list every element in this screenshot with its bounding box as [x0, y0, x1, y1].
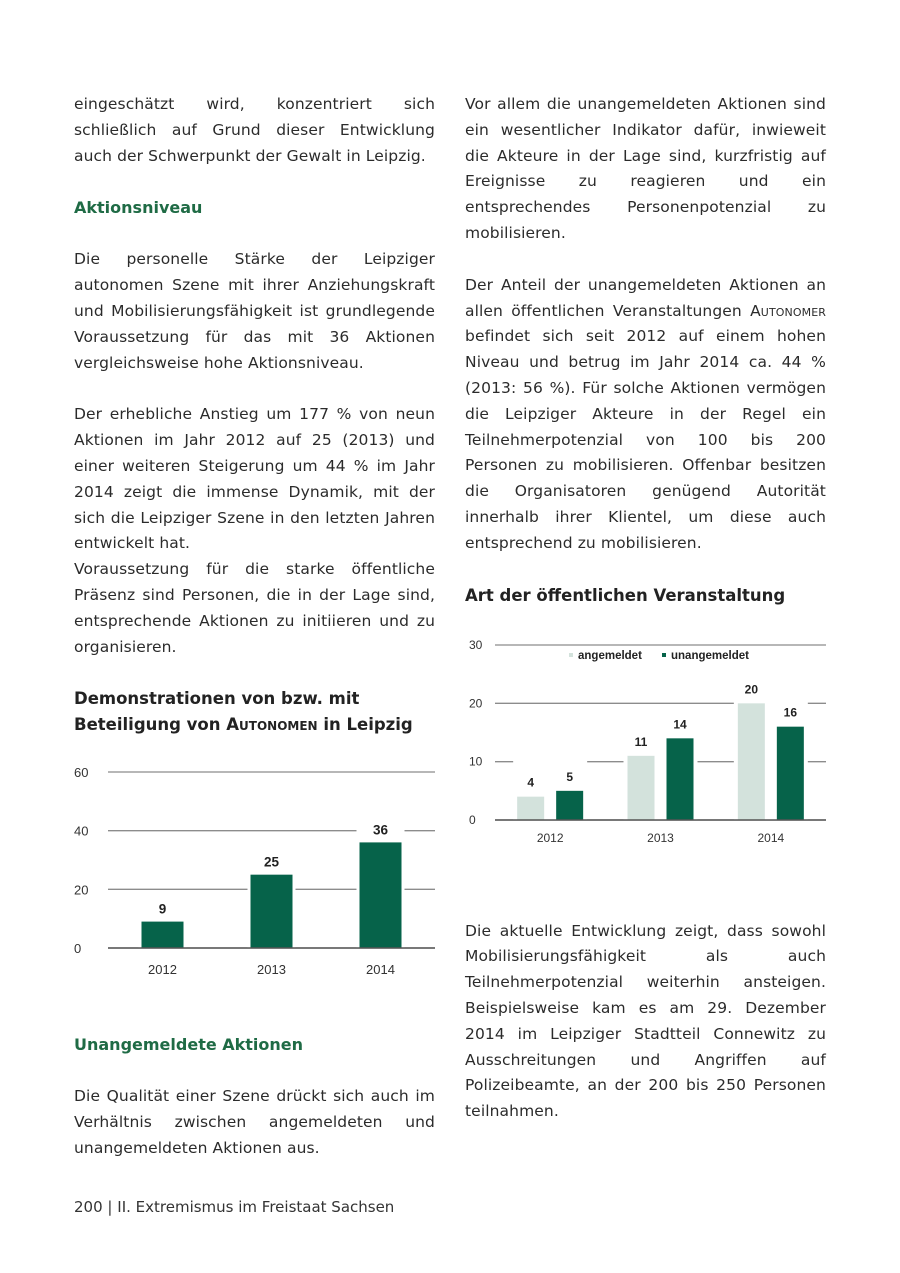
chart2-title: Art der öffentlichen Veranstaltung	[465, 585, 786, 605]
chart1-ytick-label: 40	[74, 824, 89, 840]
chart2-ytick-label: 30	[469, 637, 483, 652]
chart2-legend-swatch	[569, 653, 573, 657]
left-column	[74, 92, 435, 1162]
paragraph-staerke: Die personelle Stärke der Leipziger autonomen Szene mit ihrer Anziehungskraft und Mobilisierungsfähigkeit ist grundlegende Voraussetzung für das mit 36 Aktionen vergleichsweise hohe Aktionsniveau.	[74, 250, 435, 372]
chart1-data-label: 36	[372, 822, 389, 838]
chart1-title	[74, 686, 435, 738]
right-column	[465, 92, 826, 1125]
paragraph-vor-allem: Vor allem die unangemeldeten Aktionen sind ein wesentlicher Indikator dafür, inwieweit die Akteure in der Lage sind, kurzfristig auf Ereignisse zu reagieren und ein entsprechendes Personenpotenzial zu mobilisieren.	[465, 95, 826, 242]
chart1-ytick-label: 20	[74, 882, 89, 898]
chart2-bar-unangemeldet	[556, 790, 583, 819]
paragraph-anteil	[465, 273, 826, 557]
chart1-xtick-label: 2012	[148, 962, 177, 978]
chart2-data-label: 16	[783, 705, 798, 720]
paragraph-anteil-part-a: Der Anteil der unangemeldeten Aktionen an allen öffentlichen Veranstaltungen	[465, 275, 826, 320]
paragraph-anteil-part-b: befindet sich seit 2012 auf einem hohen Niveau und betrug im Jahr 2014 ca. 44 % (2013: 56 %). Für solche Aktionen vermögen die Leipziger Akteure in der Regel ein Teilnehmerpotenzial von 100 bis 200 Personen zu mobilisieren. Offenbar besitzen die Organisatoren genügend Autorität innerhalb ihrer Klientel, um diese auch entsprechend zu mobilisieren.	[465, 327, 826, 552]
chart1-xtick-label: 2013	[257, 962, 286, 978]
page-footer	[74, 1198, 394, 1216]
chart1-data-label: 25	[263, 855, 280, 871]
chart2-ytick-label: 10	[469, 754, 483, 769]
chart2-data-label: 20	[744, 681, 759, 696]
paragraph-intro: eingeschätzt wird, konzentriert sich schließlich auf Grund dieser Entwicklung auch der Schwerpunkt der Gewalt in Leipzig.	[74, 95, 435, 165]
chart2-bar-angemeldet	[628, 755, 655, 819]
chart1-xtick-label: 2014	[366, 962, 395, 978]
paragraph-anstieg: Der erhebliche Anstieg um 177 % von neun Aktionen im Jahr 2012 auf 25 (2013) und einer weiteren Steigerung um 44 % im Jahr 2014 zeigt die immense Dynamik, mit der sich die Leipziger Szene in den letzten Jahren entwickelt hat.	[74, 405, 435, 553]
chart1-demonstrationen	[74, 760, 435, 1000]
chart1-title-part-b: in Leipzig	[317, 715, 413, 735]
chart2-xtick-label: 2012	[536, 830, 564, 845]
page-number: 200	[74, 1198, 103, 1216]
chart2-bar-angemeldet	[738, 703, 765, 820]
heading-aktionsniveau: Aktionsniveau	[74, 198, 203, 218]
chart2-bar-angemeldet	[517, 796, 544, 819]
chart1-title-part-a: Demonstrationen von bzw. mit Beteiligung von	[74, 689, 360, 735]
chart2-xtick-label: 2013	[647, 830, 674, 845]
paragraph-anteil-smallcaps: Autonomer	[750, 301, 826, 320]
heading-unangemeldete-aktionen: Unangemeldete Aktionen	[74, 1035, 304, 1055]
chart1-data-label: 9	[158, 901, 167, 917]
footer-separator: |	[107, 1198, 113, 1216]
chart2-data-label: 5	[566, 769, 574, 784]
chart2-bar-unangemeldet	[667, 738, 694, 820]
chart2-legend-swatch	[662, 653, 666, 657]
chart2-ytick-label: 0	[469, 812, 476, 827]
chart2-data-label: 4	[527, 775, 535, 790]
chart1-bar	[360, 843, 402, 949]
paragraph-entwicklung: Die aktuelle Entwicklung zeigt, dass sowohl Mobilisierungsfähigkeit als auch Teilnehmerpotenzial weiterhin ansteigen. Beispielsweise kam es am 29. Dezember 2014 im Leipziger Stadtteil Connewitz zu Ausschreitungen und Angriffen auf Polizeibeamte, an der 200 bis 250 Personen teilnahmen.	[465, 921, 826, 1121]
paragraph-qualitaet: Die Qualität einer Szene drückt sich auch im Verhältnis zwischen angemeldeten und unangemeldeten Aktionen aus.	[74, 1087, 435, 1157]
chart2-ytick-label: 20	[469, 695, 483, 710]
chart2-veranstaltungsart	[465, 635, 826, 865]
chart2-xtick-label: 2014	[757, 830, 785, 845]
chart2-data-label: 14	[673, 716, 687, 731]
chart2-legend-label: unangemeldet	[671, 649, 749, 662]
paragraph-voraussetzung: Voraussetzung für die starke öffentliche Präsenz sind Personen, die in der Lage sind, entsprechende Aktionen zu initiieren und zu organisieren.	[74, 560, 435, 656]
chart1-ytick-label: 0	[74, 941, 82, 957]
chart1-bar	[251, 875, 293, 948]
chart1-ytick-label: 60	[74, 765, 89, 781]
chart1-title-smallcaps: Autonomen	[226, 715, 318, 735]
footer-section: II. Extremismus im Freistaat Sachsen	[117, 1198, 395, 1216]
chart2-data-label: 11	[634, 734, 648, 749]
chart1-bar	[142, 922, 184, 948]
chart2-bar-unangemeldet	[777, 726, 804, 819]
chart2-legend-label: angemeldet	[578, 649, 642, 662]
